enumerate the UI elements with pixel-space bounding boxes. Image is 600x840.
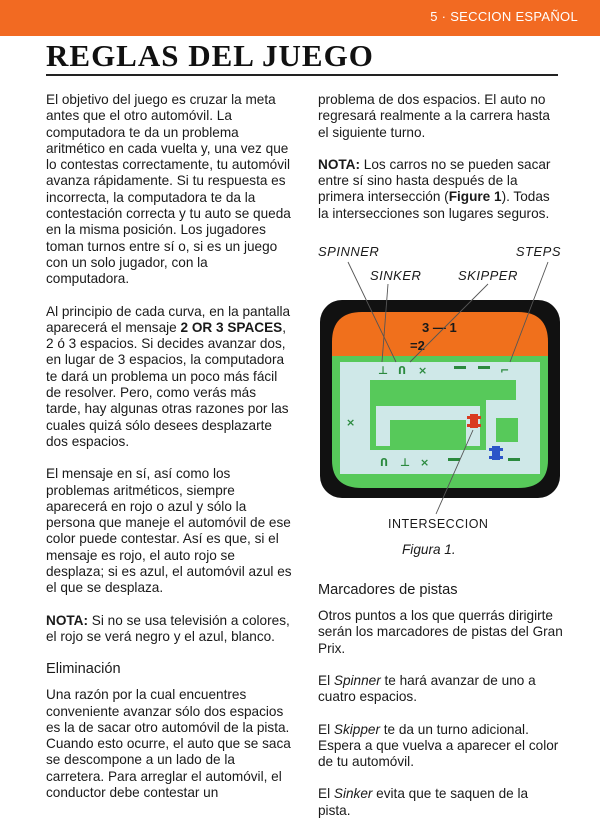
page-title: REGLAS DEL JUEGO bbox=[46, 38, 374, 73]
problem-top: 3 — 1 bbox=[422, 320, 457, 336]
color-message-paragraph: El mensaje en sí, así como los problemas aritméticos, siempre aparecerá en rojo o azul y sólo la persona que maneje el automóvil de ese color puede contestar. Así es que, si el mensaje es rojo, el auto rojo se desplaza; si es azul, el automóvil azul es el que se desplaza. bbox=[46, 466, 292, 596]
sinker-pre: El bbox=[318, 786, 334, 802]
label-spinner: SPINNER bbox=[318, 244, 380, 260]
skipper-paragraph bbox=[318, 722, 563, 771]
figure-reference: Figure 1 bbox=[448, 189, 502, 205]
section-header-bar bbox=[0, 0, 600, 36]
game-screen-illustration bbox=[318, 238, 563, 538]
figure-1 bbox=[318, 238, 563, 568]
skipper-name: Skipper bbox=[333, 721, 380, 737]
sinker-name: Sinker bbox=[333, 786, 373, 802]
right-island bbox=[496, 418, 518, 442]
problem-bottom: =2 bbox=[410, 338, 425, 354]
track-dash bbox=[478, 366, 490, 369]
inner-island-top bbox=[370, 380, 516, 400]
intro-paragraph: El objetivo del juego es cruzar la meta antes que el otro automóvil. La computadora te da un problema aritmético en cada vuelta y, una vez que lo contestas correctamente, tu automóvil avanza rápidamente. Si tu respuesta es incorrecta, la computadora te da la contestación correcta y tu auto se queda en la misma posición. Los jugadores toman turnos entre sí o, si es un juego con un solo jugador, con la computadora. bbox=[46, 92, 291, 287]
label-intersection: INTERSECCION bbox=[388, 517, 489, 532]
note-text-a: Los carros no se pueden sacar entre sí sino hasta después de la primera intersección ( bbox=[318, 156, 551, 205]
track-mark-x: × bbox=[346, 416, 356, 430]
track-mark-x: × bbox=[418, 364, 428, 378]
spinner-name: Spinner bbox=[333, 672, 381, 688]
note-label: NOTA: bbox=[318, 156, 361, 172]
inner-track-left bbox=[376, 406, 390, 446]
intersection-note bbox=[318, 157, 563, 222]
track-dash bbox=[508, 458, 520, 461]
spinner-text: te hará avanzar de uno a cuatro espacios. bbox=[318, 672, 536, 705]
spaces-text-a: Al principio de cada curva, en la pantalla aparecerá el mensaje bbox=[46, 303, 291, 335]
elimination-continued: problema de dos espacios. El auto no regresará realmente a la carrera hasta el siguiente turno. bbox=[318, 92, 550, 140]
right-column bbox=[318, 92, 563, 835]
note-text: Si no se usa televisión a colores, el rojo se verá negro y el azul, blanco. bbox=[46, 612, 290, 644]
track-markers-heading: Marcadores de pistas bbox=[318, 582, 458, 599]
label-skipper: SKIPPER bbox=[458, 268, 518, 284]
left-column bbox=[46, 92, 294, 817]
track-dash bbox=[448, 458, 460, 461]
spaces-text-b: , 2 ó 3 espacios. Si decides avanzar dos, en lugar de 3 espacios, la computadora te dará un problema un poco más fácil de resolver. Pero, como verás más tarde, hay algunas otras razones por las cuales quizá sólo desees desplazarte dos espacios. bbox=[46, 319, 289, 449]
spaces-message: 2 OR 3 SPACES bbox=[180, 319, 283, 335]
spaces-paragraph bbox=[46, 304, 294, 451]
label-steps: STEPS bbox=[515, 244, 561, 260]
color-tv-note bbox=[46, 613, 294, 646]
skipper-pre: El bbox=[318, 721, 334, 737]
track-mark-sinker: ⊥ bbox=[400, 456, 411, 470]
track-mark-steps: ⌐ bbox=[500, 364, 510, 378]
track-markers-paragraph: Otros puntos a los que querrás dirigirte serán los marcadores de pistas del Gran Prix. bbox=[318, 608, 563, 656]
note-text-b: ). Todas la intersecciones son lugares seguros. bbox=[318, 189, 550, 221]
inner-track-top bbox=[376, 406, 480, 420]
section-label: 5 · SECCION ESPAÑOL bbox=[430, 9, 578, 24]
track-mark-skipper: Ո bbox=[398, 364, 407, 378]
figure-caption: Figura 1. bbox=[402, 542, 456, 558]
title-rule bbox=[46, 74, 558, 76]
spinner-paragraph: El Spinner te hará avanzar de uno a cuatro espacios. bbox=[318, 672, 536, 705]
track-dash bbox=[454, 366, 466, 369]
sinker-paragraph bbox=[318, 786, 563, 819]
skipper-text: te da un turno adicional. Espera a que vuelva a aparecer el color de tu automóvil. bbox=[318, 721, 559, 770]
track-mark-x: × bbox=[420, 456, 430, 470]
label-sinker: SINKER bbox=[370, 268, 422, 284]
elimination-heading: Eliminación bbox=[46, 661, 121, 678]
track-mark-sinker: ⊥ bbox=[378, 364, 389, 378]
note-label: NOTA: bbox=[46, 612, 89, 628]
track-mark-skipper: Ո bbox=[380, 456, 389, 470]
elimination-paragraph: Una razón por la cual encuentres conveniente avanzar sólo dos espacios es la de sacar otro automóvil de la pista. Cuando esto ocurre, el auto que se saca se descompone a un lado de la carretera. Para arreglar el automóvil, el conductor debe contestar un bbox=[46, 687, 291, 800]
sinker-text: evita que te saquen de la pista. bbox=[318, 786, 529, 818]
